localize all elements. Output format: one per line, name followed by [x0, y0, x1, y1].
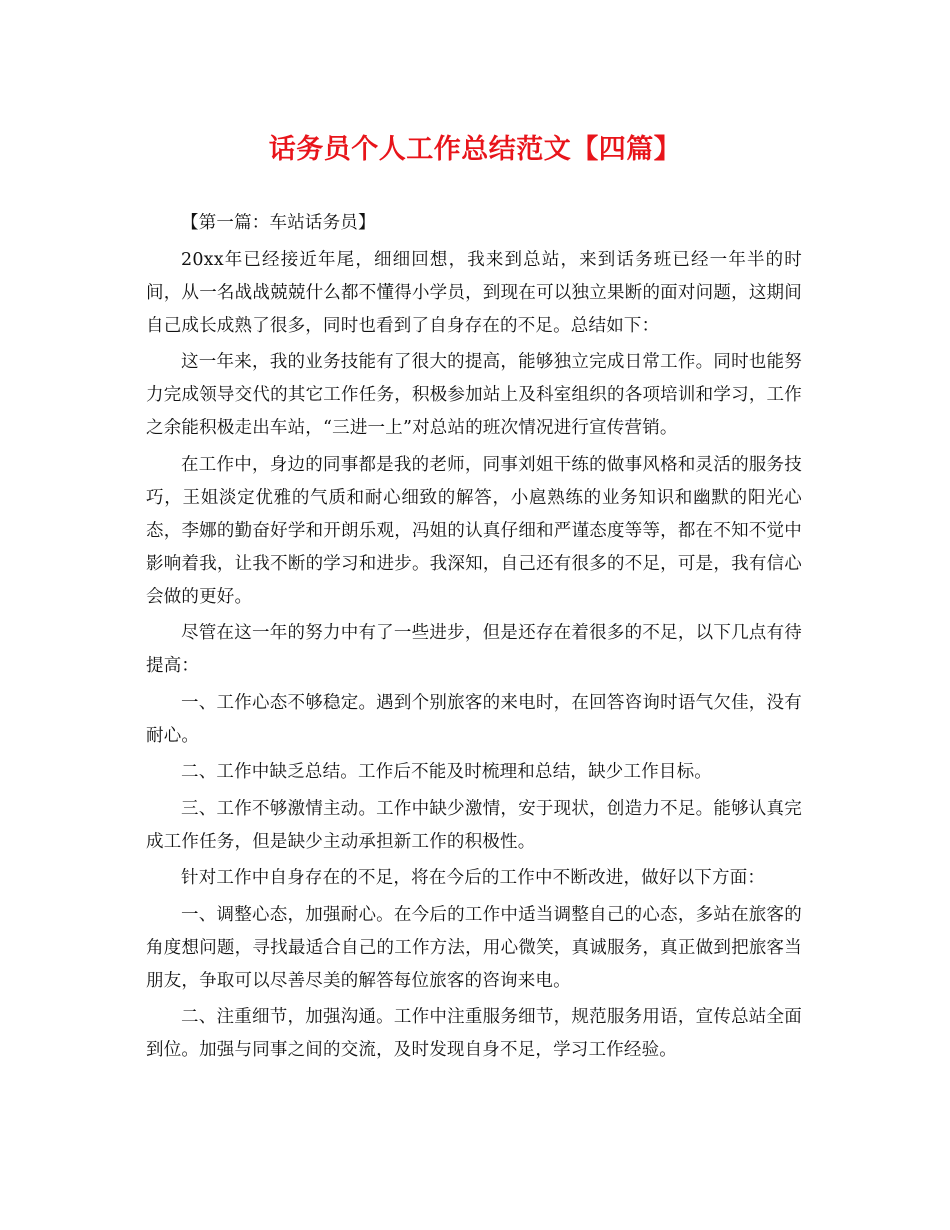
body-paragraph: 二、工作中缺乏总结。工作后不能及时梳理和总结，缺少工作目标。: [181, 762, 712, 782]
body-paragraph: 尽管在这一年的努力中有了一些进步，但是还存在着很多的不足，以下几点有待提高：: [146, 623, 802, 676]
body-paragraph: 20xx年已经接近年尾，细细回想，我来到总站，来到话务班已经一年半的时间，从一名战战兢兢什么都不懂得小学员，到现在可以独立果断的面对问题，这期间自己成长成熟了很多，同时也看到了自身存在的不足。总结如下：: [146, 249, 802, 336]
document-title: 话务员个人工作总结范文【四篇】: [268, 134, 682, 165]
body-paragraph: 二、注重细节，加强沟通。工作中注重服务细节，规范服务用语，宣传总站全面到位。加强与同事之间的交流，及时发现自身不足，学习工作经验。: [146, 1007, 802, 1060]
body-paragraph: 一、调整心态，加强耐心。在今后的工作中适当调整自己的心态，多站在旅客的角度想问题，寻找最适合自己的工作方法，用心微笑，真诚服务，真正做到把旅客当朋友，争取可以尽善尽美的解答每位旅客的咨询来电。: [146, 904, 802, 991]
document-body: [146, 207, 802, 1071]
body-paragraph: 针对工作中自身存在的不足，将在今后的工作中不断改进，做好以下方面：: [181, 868, 766, 888]
body-paragraph: 三、工作不够激情主动。工作中缺少激情，安于现状，创造力不足。能够认真完成工作任务，但是缺少主动承担新工作的积极性。: [146, 798, 802, 852]
body-paragraph: 一、工作心态不够稳定。遇到个别旅客的来电时，在回答咨询时语气欠佳，没有耐心。: [146, 692, 802, 746]
section-heading: 【第一篇：车站话务员】: [181, 213, 376, 233]
body-paragraph: 在工作中，身边的同事都是我的老师，同事刘姐干练的做事风格和灵活的服务技巧，王姐淡定优雅的气质和耐心细致的解答，小扈熟练的业务知识和幽默的阳光心态，李娜的勤奋好学和开朗乐观，冯姐的认真仔细和严谨态度等等，都在不知不觉中影响着我，让我不断的学习和进步。我深知，自己还有很多的不足，可是，我有信心会做的更好。: [146, 454, 802, 607]
body-paragraph: 这一年来，我的业务技能有了很大的提高，能够独立完成日常工作。同时也能努力完成领导交代的其它工作任务，积极参加站上及科室组织的各项培训和学习，工作之余能积极走出车站，“三进一上”对总站的班次情况进行宣传营销。: [146, 352, 802, 438]
